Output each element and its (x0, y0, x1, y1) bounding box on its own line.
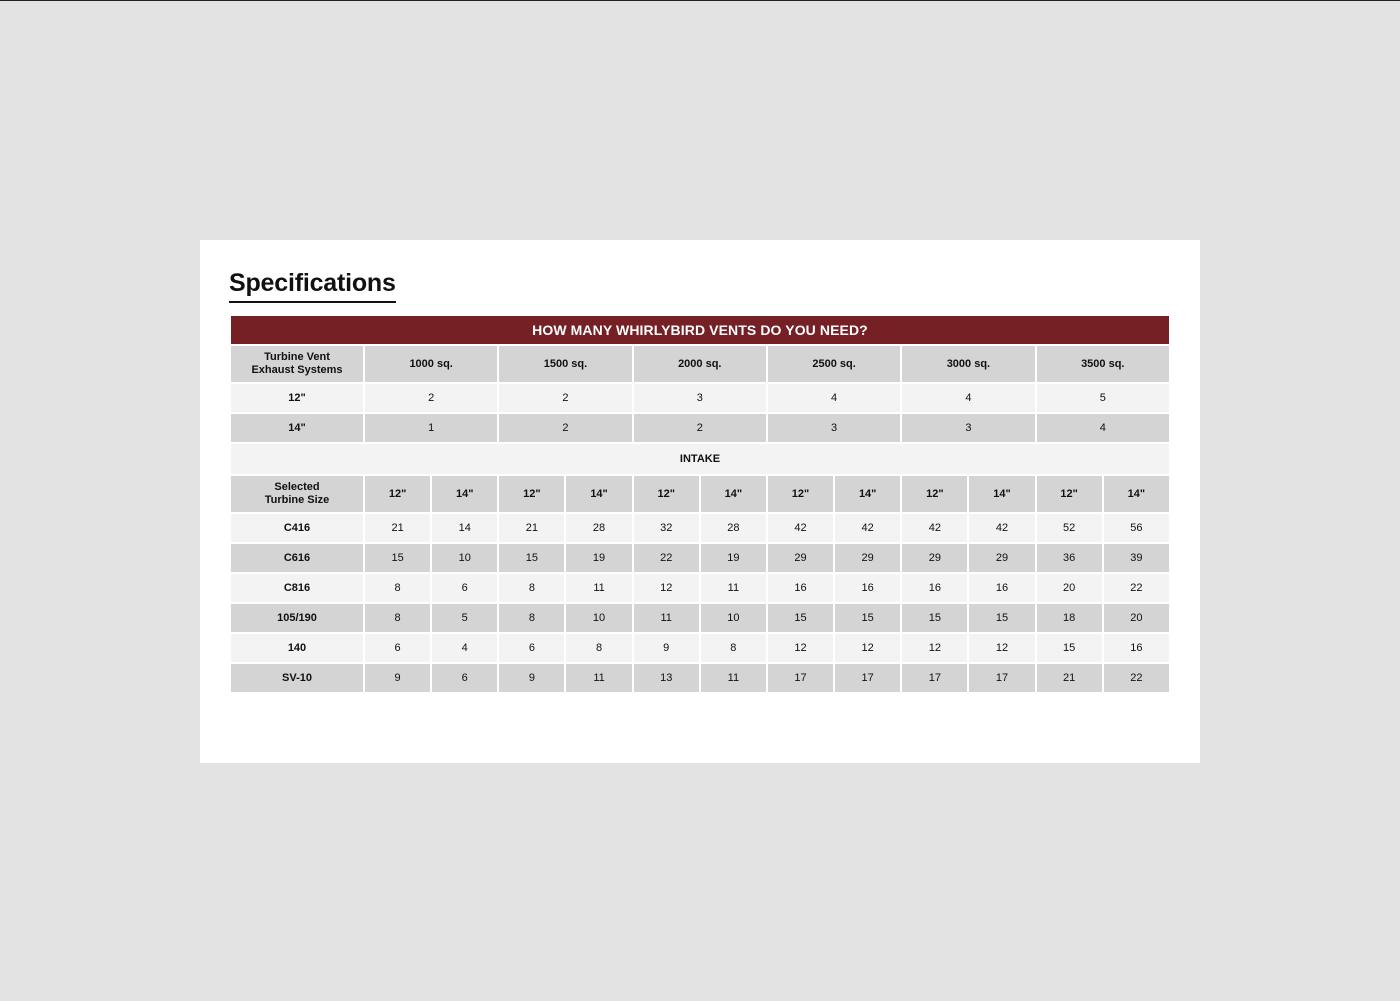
area-header: 3500 sq. (1036, 345, 1170, 383)
intake-cell: 15 (968, 603, 1035, 633)
intake-cell: 17 (901, 663, 968, 693)
area-header: 2000 sq. (633, 345, 767, 383)
intake-cell: 11 (700, 573, 767, 603)
exhaust-cell: 4 (901, 383, 1035, 413)
size-header: 12" (901, 475, 968, 513)
intake-cell: 17 (767, 663, 834, 693)
exhaust-cell: 3 (767, 413, 901, 443)
intake-row-label: C616 (230, 543, 364, 573)
area-header: 1000 sq. (364, 345, 498, 383)
intake-section-row (230, 443, 1170, 475)
intake-cell: 12 (901, 633, 968, 663)
exhaust-cell: 1 (364, 413, 498, 443)
intake-cell: 15 (364, 543, 431, 573)
exhaust-cell: 4 (767, 383, 901, 413)
intake-cell: 32 (633, 513, 700, 543)
intake-cell: 22 (1103, 663, 1170, 693)
intake-cell: 21 (364, 513, 431, 543)
intake-cell: 11 (565, 663, 632, 693)
intake-row-label: SV-10 (230, 663, 364, 693)
area-header: 2500 sq. (767, 345, 901, 383)
intake-row-label: C416 (230, 513, 364, 543)
intake-section-label: INTAKE (230, 443, 1170, 475)
intake-cell: 42 (767, 513, 834, 543)
intake-row-label: C816 (230, 573, 364, 603)
size-header: 12" (767, 475, 834, 513)
exhaust-cell: 2 (498, 383, 632, 413)
intake-cell: 8 (364, 573, 431, 603)
intake-cell: 12 (968, 633, 1035, 663)
intake-cell: 15 (767, 603, 834, 633)
intake-cell: 8 (364, 603, 431, 633)
intake-cell: 16 (767, 573, 834, 603)
exhaust-cell: 5 (1036, 383, 1170, 413)
intake-row-label: 105/190 (230, 603, 364, 633)
intake-row (230, 513, 1170, 543)
intake-cell: 56 (1103, 513, 1170, 543)
intake-row-label: 140 (230, 633, 364, 663)
exhaust-cell: 3 (633, 383, 767, 413)
page-title: Specifications (229, 269, 396, 303)
exhaust-header-row (230, 345, 1170, 383)
exhaust-cell: 3 (901, 413, 1035, 443)
intake-header-line1: Selected (274, 481, 320, 493)
exhaust-cell: 2 (633, 413, 767, 443)
intake-cell: 6 (498, 633, 565, 663)
exhaust-header-line1: Turbine Vent (264, 351, 330, 363)
exhaust-row-label: 12" (230, 383, 364, 413)
intake-cell: 10 (700, 603, 767, 633)
intake-cell: 8 (498, 603, 565, 633)
intake-row (230, 603, 1170, 633)
intake-row (230, 633, 1170, 663)
intake-cell: 16 (834, 573, 901, 603)
intake-cell: 19 (700, 543, 767, 573)
size-header: 14" (431, 475, 498, 513)
intake-cell: 39 (1103, 543, 1170, 573)
intake-cell: 29 (834, 543, 901, 573)
size-header: 14" (565, 475, 632, 513)
intake-header-row (230, 475, 1170, 513)
intake-row (230, 543, 1170, 573)
intake-cell: 28 (700, 513, 767, 543)
size-header: 14" (968, 475, 1035, 513)
intake-cell: 8 (498, 573, 565, 603)
intake-cell: 15 (901, 603, 968, 633)
intake-cell: 15 (834, 603, 901, 633)
intake-cell: 19 (565, 543, 632, 573)
area-header: 3000 sq. (901, 345, 1035, 383)
exhaust-header-label (230, 345, 364, 383)
size-header: 12" (364, 475, 431, 513)
intake-cell: 28 (565, 513, 632, 543)
intake-row (230, 573, 1170, 603)
intake-cell: 29 (767, 543, 834, 573)
exhaust-row (230, 383, 1170, 413)
size-header: 12" (1036, 475, 1103, 513)
intake-cell: 42 (968, 513, 1035, 543)
intake-cell: 20 (1103, 603, 1170, 633)
intake-header-line2: Turbine Size (264, 494, 330, 506)
specifications-card (200, 240, 1200, 763)
intake-cell: 15 (498, 543, 565, 573)
intake-cell: 6 (431, 663, 498, 693)
intake-cell: 9 (498, 663, 565, 693)
intake-cell: 8 (565, 633, 632, 663)
intake-cell: 36 (1036, 543, 1103, 573)
intake-cell: 10 (565, 603, 632, 633)
exhaust-row-label: 14" (230, 413, 364, 443)
size-header: 12" (633, 475, 700, 513)
intake-cell: 12 (633, 573, 700, 603)
intake-cell: 9 (633, 633, 700, 663)
intake-cell: 18 (1036, 603, 1103, 633)
exhaust-row (230, 413, 1170, 443)
intake-cell: 4 (431, 633, 498, 663)
intake-cell: 21 (1036, 663, 1103, 693)
intake-cell: 11 (700, 663, 767, 693)
table-banner: HOW MANY WHIRLYBIRD VENTS DO YOU NEED? (230, 315, 1170, 345)
size-header: 14" (834, 475, 901, 513)
intake-cell: 12 (767, 633, 834, 663)
intake-cell: 22 (633, 543, 700, 573)
intake-cell: 42 (834, 513, 901, 543)
intake-cell: 11 (633, 603, 700, 633)
exhaust-header-line2: Exhaust Systems (251, 364, 343, 376)
exhaust-cell: 4 (1036, 413, 1170, 443)
intake-cell: 11 (565, 573, 632, 603)
whirlybird-vents-table (229, 314, 1171, 694)
size-header: 12" (498, 475, 565, 513)
intake-cell: 14 (431, 513, 498, 543)
intake-cell: 42 (901, 513, 968, 543)
intake-cell: 22 (1103, 573, 1170, 603)
intake-cell: 16 (1103, 633, 1170, 663)
intake-cell: 13 (633, 663, 700, 693)
banner-row (230, 315, 1170, 345)
area-header: 1500 sq. (498, 345, 632, 383)
intake-cell: 17 (968, 663, 1035, 693)
intake-cell: 52 (1036, 513, 1103, 543)
intake-header-label (230, 475, 364, 513)
intake-cell: 29 (968, 543, 1035, 573)
size-header: 14" (700, 475, 767, 513)
intake-cell: 10 (431, 543, 498, 573)
intake-cell: 15 (1036, 633, 1103, 663)
intake-cell: 21 (498, 513, 565, 543)
intake-cell: 12 (834, 633, 901, 663)
intake-cell: 16 (968, 573, 1035, 603)
intake-cell: 29 (901, 543, 968, 573)
intake-cell: 6 (431, 573, 498, 603)
exhaust-cell: 2 (498, 413, 632, 443)
intake-cell: 5 (431, 603, 498, 633)
intake-cell: 17 (834, 663, 901, 693)
size-header: 14" (1103, 475, 1170, 513)
intake-cell: 8 (700, 633, 767, 663)
intake-cell: 9 (364, 663, 431, 693)
intake-cell: 20 (1036, 573, 1103, 603)
intake-cell: 6 (364, 633, 431, 663)
exhaust-cell: 2 (364, 383, 498, 413)
intake-cell: 16 (901, 573, 968, 603)
intake-row (230, 663, 1170, 693)
